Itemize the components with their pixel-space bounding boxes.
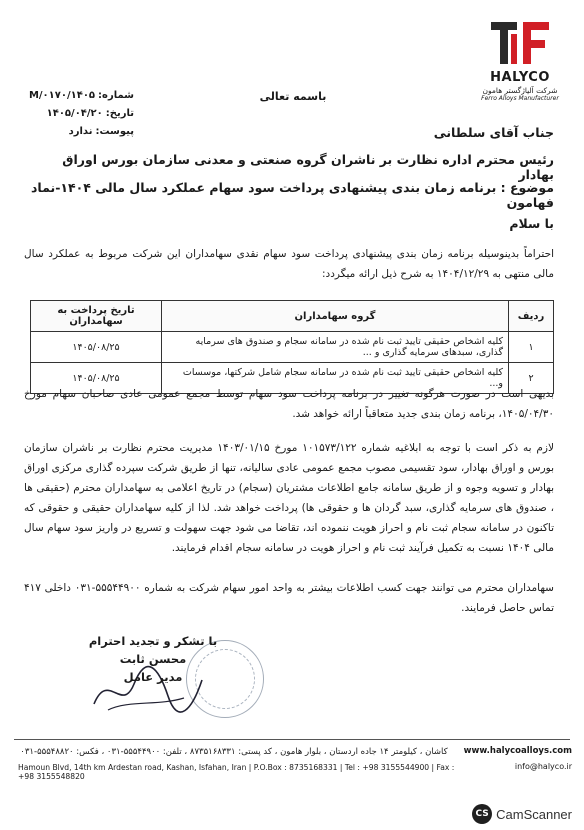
letter-number-value: ۱۴۰۵/M/۰۱۷۰: [28, 90, 96, 101]
col-header-group: گروه سهامداران: [162, 301, 509, 332]
footer-email: info@halyco.ir: [514, 762, 572, 771]
camscanner-watermark: [472, 804, 572, 824]
footer-address-en: Hamoun Blvd, 14th km Ardestan road, Kashan, Isfahan, Iran | P.O.Box : 8735168331 | Tel : +98 3155544900 | Fax : +98 3155548820: [18, 763, 455, 781]
shareholder-group: کلیه اشخاص حقیقی تایید ثبت نام شده در سامانه سجام شامل شرکتها، موسسات و...: [162, 363, 509, 394]
col-header-row: ردیف: [509, 301, 554, 332]
letter-attachment-value: ندارد: [68, 126, 93, 137]
payment-date: ۱۴۰۵/۰۸/۲۵: [31, 332, 162, 363]
row-number: ۱: [509, 332, 554, 363]
after-table-paragraph: بدیهی است در صورت هرگونه تغییر در برنامه پرداخت سود سهام توسط مجمع عمومی عادی صاحبان سهام مورخ ۱۴۰۵/۰۴/۳۰، برنامه زمان بندی جدید متعاقباً ارائه خواهد شد.: [24, 388, 554, 420]
signature-block: [88, 632, 218, 686]
letter-attachment: [14, 126, 134, 137]
notice-paragraph: لازم به ذکر است با توجه به ابلاغیه شماره ۱۰۱۵۷۳/۱۲۲ مورخ ۱۴۰۳/۰۱/۱۵ مدیریت محترم نظارت بر ناشران سازمان بورس و اوراق بهادار، سود تقسیمی مصوب مجمع عمومی عادی سالیانه، تنها از طریق شرکت سپرده گذاری مرکزی اوراق بهادار و تسویه وجوه و از طریق سامانه جامع اطلاعات مشتریان (سجام) در تاریخ اعلامی به سهامداران محترم (حقیقی ها ، صندوق های سرمایه گذاری، سبد گردان ها و حقوقی ها) پرداخت خواهد شد. لذا از کلیه سهامداران حقیقی و حقوقی که تاکنون در سامانه سجام ثبت نام و احراز هویت ننموده اند، تقاضا می شود جهت سهولت و تسریع در واریز سود سهام سال مالی ۱۴۰۴ نسبت به تکمیل فرآیند ثبت نام و احراز هویت در سامانه سجام اقدام فرمایند.: [24, 442, 554, 554]
intro-paragraph: احتراماً بدینوسیله برنامه زمان بندی پیشنهادی پرداخت سود سهام نقدی سهامداران این شرکت مربوط به عملکرد سال مالی منتهی به ۱۴۰۴/۱۲/۲۹ به شرح ذیل ارائه میگردد:: [24, 248, 554, 280]
logo-brand-name: HALYCO: [490, 70, 550, 85]
footer-divider: [14, 739, 570, 740]
payment-date: ۱۴۰۵/۰۸/۲۵: [31, 363, 162, 394]
letter-attachment-label: پیوست:: [95, 126, 134, 137]
greeting: با سلام: [509, 216, 554, 231]
logo-tagline: Ferro Alloys Manufacturer: [481, 95, 559, 102]
letter-subject: موضوع : برنامه زمان بندی پیشنهادی پرداخت سود سهام عملکرد سال مالی ۱۴۰۴-نماد فهامون: [31, 180, 554, 210]
table-header-row: [31, 301, 554, 332]
logo-brand-fa: شرکت آلیاژگستر هامون: [482, 86, 558, 95]
letter-number-label: شماره:: [98, 90, 134, 101]
letter-date-value: ۱۴۰۵/۰۴/۲۰: [46, 108, 103, 119]
camscanner-label: CamScanner: [496, 806, 572, 822]
footer-website: www.halycoalloys.com: [463, 746, 572, 756]
recipient-title: رئیس محترم اداره نظارت بر ناشران گروه صنعتی و معدنی سازمان بورس اوراق بهادار: [62, 152, 554, 182]
shareholder-group: کلیه اشخاص حقیقی تایید ثبت نام شده در سامانه سجام و صندوق های سرمایه گذاری، سبدهای سرمایه گذاری و ...: [162, 332, 509, 363]
closing-text: با تشکر و تجدید احترام: [88, 634, 218, 648]
footer-address-fa: کاشان ، کیلومتر ۱۴ جاده اردستان ، بلوار هامون ، کد پستی: ۸۷۳۵۱۶۸۳۳۱ ، تلفن: ۵۵۵۴۴۹۰۰-۰۳۱ ، فکس: ۵۵۵۴۸۸۲۰-۰۳۱: [20, 747, 448, 757]
halyco-logo-icon: [489, 18, 551, 68]
camscanner-icon: CS: [472, 804, 492, 824]
payment-schedule-table: [30, 300, 554, 394]
recipient-name: جناب آقای سلطانی: [433, 125, 554, 140]
letter-date-label: تاریخ:: [105, 108, 134, 119]
row-number: ۲: [509, 363, 554, 394]
table-row: [31, 332, 554, 363]
bismillah-heading: باسمه تعالی: [259, 90, 327, 103]
letter-number: [14, 90, 134, 101]
contact-paragraph: سهامداران محترم می توانند جهت کسب اطلاعات بیشتر به واحد امور سهام شرکت به شماره ۵۵۵۴۴۹۰۰-۰۳۱ داخلی ۴۱۷ تماس حاصل فرمایند.: [24, 582, 554, 614]
signer-title: مدیر عامل: [123, 670, 183, 684]
col-header-date: تاریخ پرداخت به سهامداران: [31, 301, 162, 332]
company-logo: [474, 18, 566, 102]
signer-name: محسن ثابت: [119, 652, 187, 666]
letter-date: [14, 108, 134, 119]
